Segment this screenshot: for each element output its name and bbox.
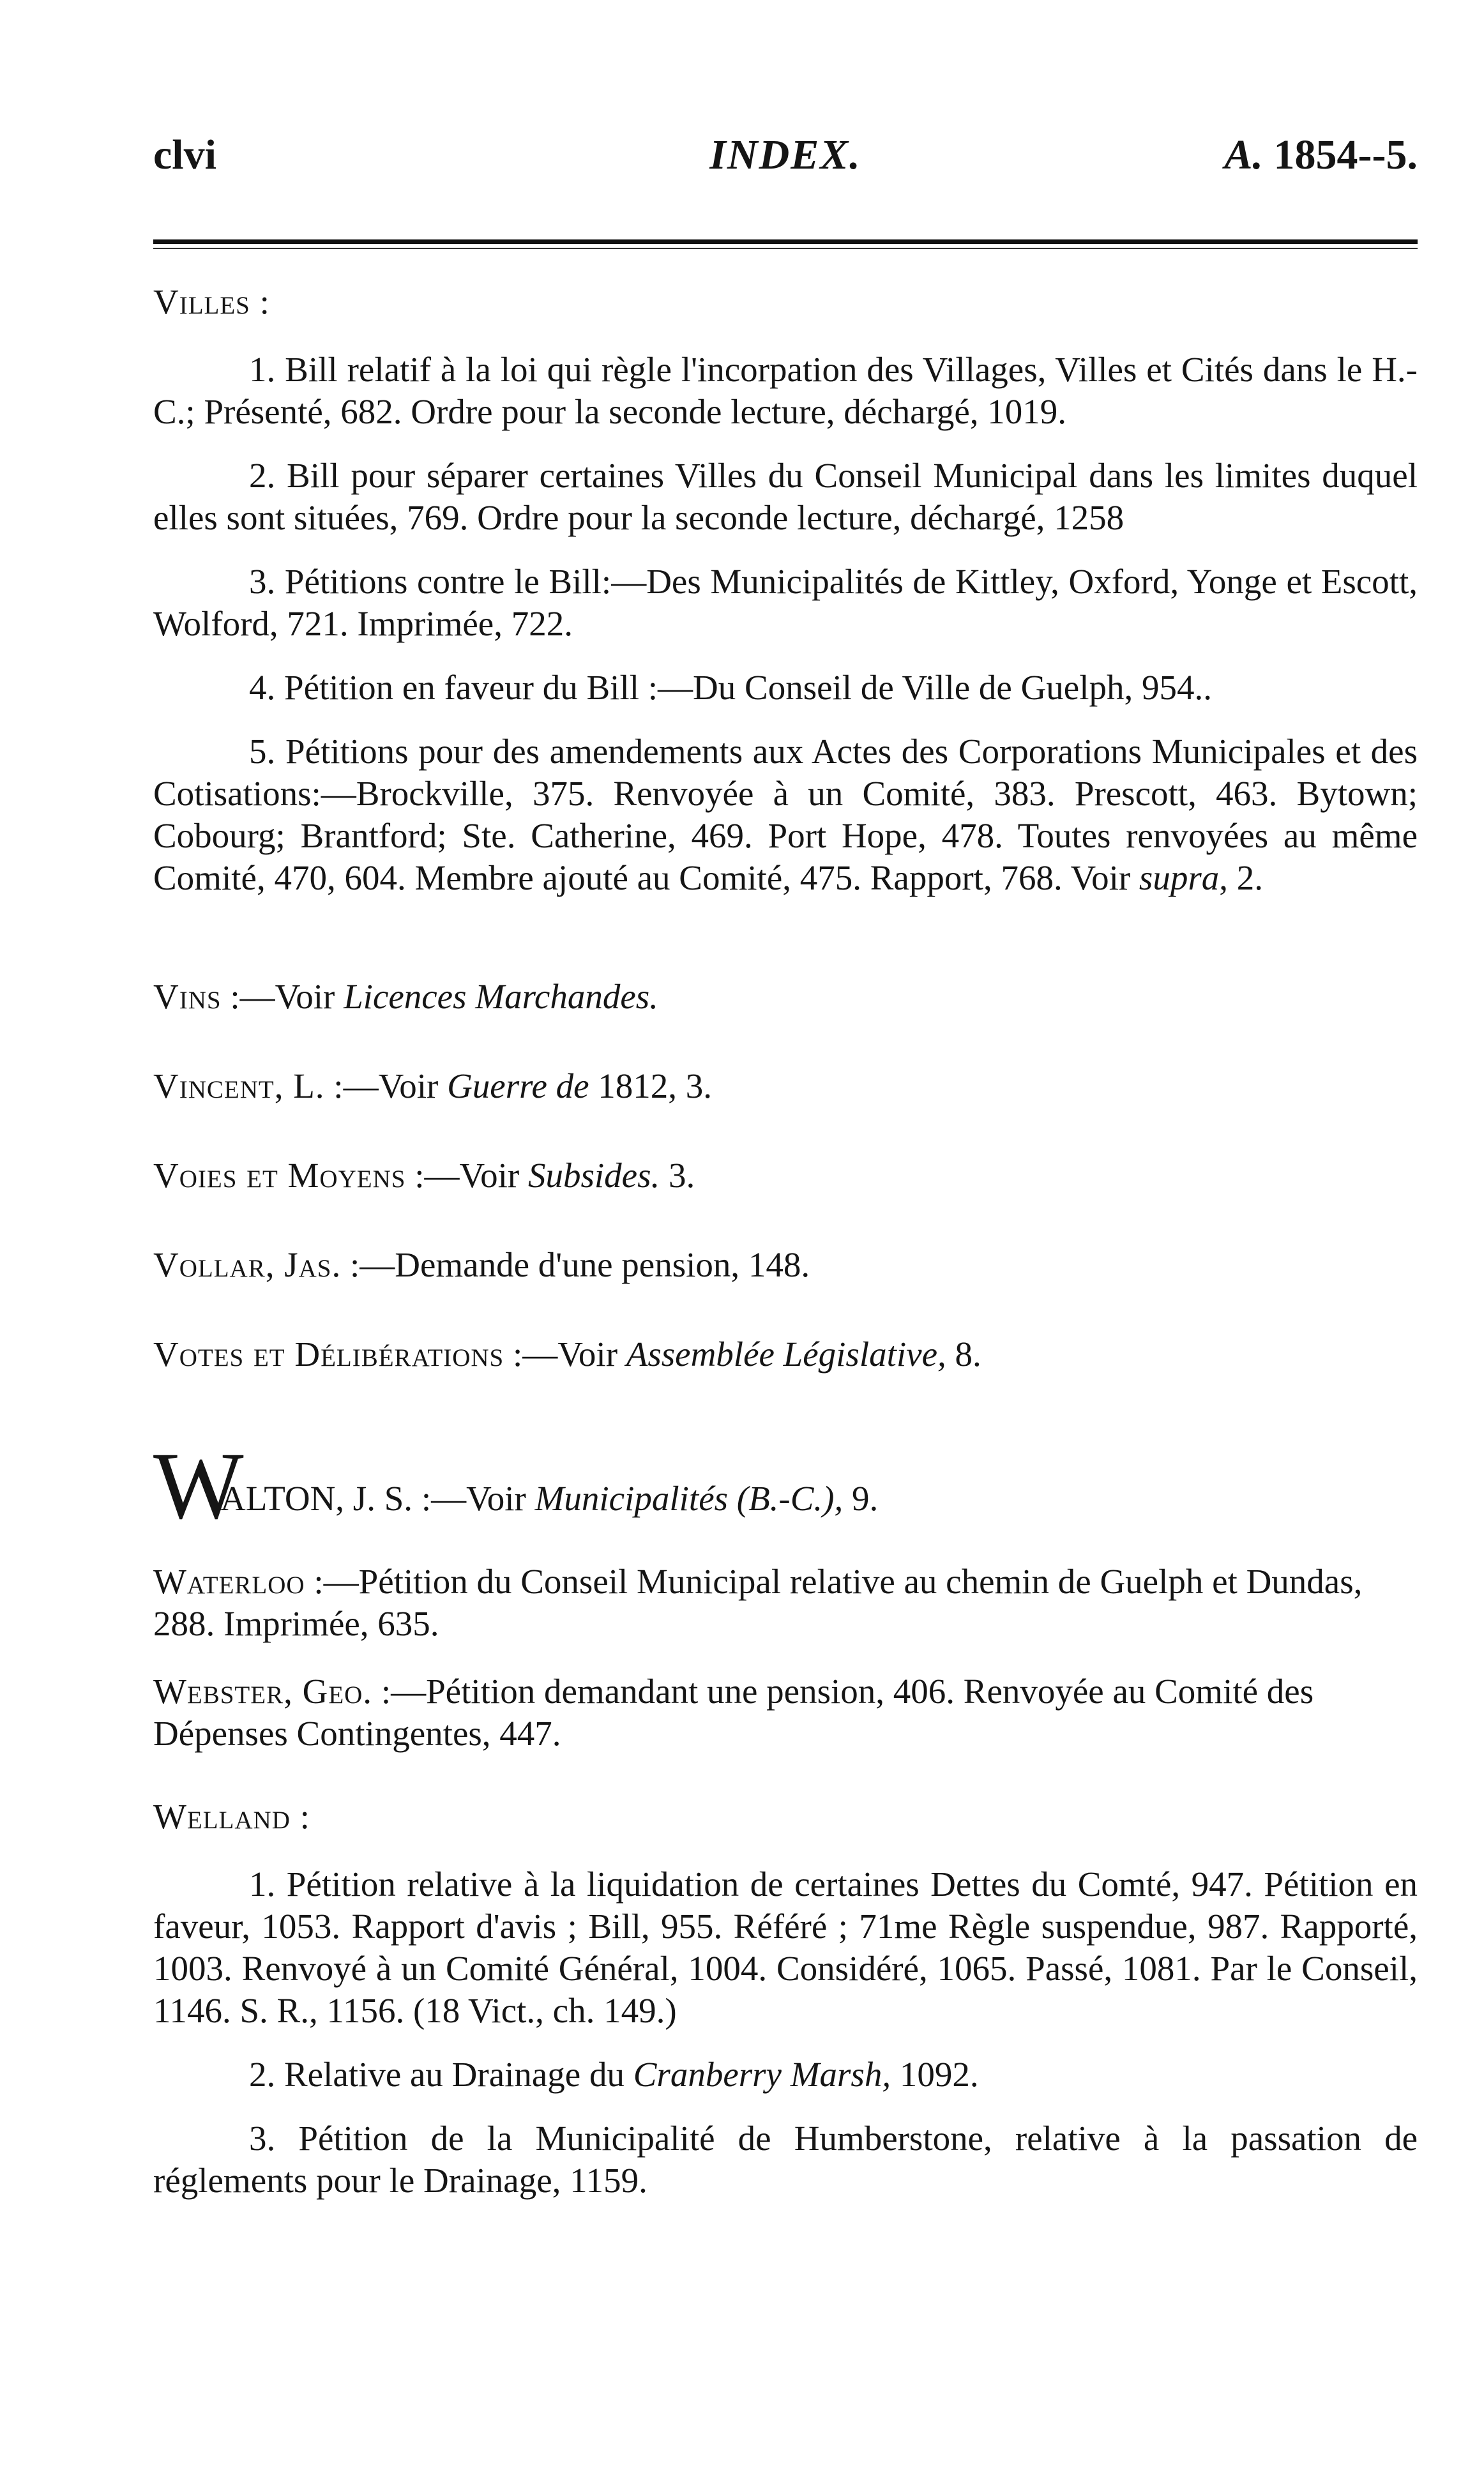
entry-text: :—Pétition du Conseil Municipal relative au chemin de Guelph et Dundas, 288. Imprimée, 635. xyxy=(153,1562,1363,1643)
entry-ref: Subsides. xyxy=(527,1156,660,1195)
index-content xyxy=(153,281,1418,2223)
page-title: INDEX. xyxy=(709,132,861,178)
villes-item-4: 4. Pétition en faveur du Bill :—Du Conseil de Ville de Guelph, 954.. xyxy=(249,668,1212,707)
entry-name: ALTON, J. S. xyxy=(220,1479,413,1518)
entry-walton xyxy=(153,1433,1418,1539)
villes-item-1: 1. Bill relatif à la loi qui règle l'incorpation des Villages, Villes et Cités dans le H.-C.; Présenté, 682. Ordre pour la seconde lecture, déchargé, 1019. xyxy=(153,350,1418,431)
entry-text: :—Voir xyxy=(324,1066,448,1105)
villes-item-2: 2. Bill pour séparer certaines Villes du Conseil Municipal dans les limites duquel elles sont situées, 769. Ordre pour la seconde lecture, déchargé, 1258 xyxy=(153,456,1418,537)
drop-cap: W xyxy=(153,1433,244,1539)
entry-vincent xyxy=(153,1065,1418,1107)
entry-name: Vincent, L. xyxy=(153,1066,325,1105)
entry-tail: 9. xyxy=(843,1479,879,1518)
page-header xyxy=(153,131,1418,188)
year-prefix: A. xyxy=(1224,132,1264,178)
entry-text: :—Voir xyxy=(405,1156,528,1195)
villes-item-5: 5. Pétitions pour des amendements aux Actes des Corporations Municipales et des Cotisations:—Brockville, 375. Renvoyée à un Comité, 383. Prescott, 463. Bytown; Cobourg; Brantford; Ste. Catherine, 469. Port Hope, 478. Toutes renvoyées au même Comité, 470, 604. Membre ajouté au Comité, 475. Rapport, 768. Voir supra, 2. xyxy=(153,732,1418,897)
header-rule xyxy=(153,239,1418,244)
entry-name: Webster, Geo. xyxy=(153,1672,373,1711)
entry-tail: 8. xyxy=(946,1335,981,1374)
entry-vins xyxy=(153,976,1418,1018)
entry-heading-villes: Villes : xyxy=(153,282,270,321)
entry-name: Vins xyxy=(153,977,222,1016)
entry-text: :—Voir xyxy=(413,1479,535,1518)
item-ref: Cranberry Marsh, xyxy=(633,2055,891,2094)
welland-item-2 xyxy=(153,2054,1418,2096)
entry-text: :—Pétition demandant une pension, 406. Renvoyée au Comité des Dépenses Contingentes, 447. xyxy=(153,1672,1314,1753)
entry-ref: Licences Marchandes. xyxy=(344,977,658,1016)
entry-name: Voies et Moyens xyxy=(153,1156,406,1195)
year: 1854--5. xyxy=(1273,132,1418,178)
welland-item-3: 3. Pétition de la Municipalité de Humberstone, relative à la passation de réglements pour le Drainage, 1159. xyxy=(153,2119,1418,2200)
welland-item-1: 1. Pétition relative à la liquidation de certaines Dettes du Comté, 947. Pétition en faveur, 1053. Rapport d'avis ; Bill, 955. Référé ; 71me Règle suspendue, 987. Rapporté, 1003. Renvoyé à un Comité Général, 1004. Considéré, 1065. Passé, 1081. Par le Conseil, 1146. S. R., 1156. (18 Vict., ch. 149.) xyxy=(153,1865,1418,2030)
entry-webster xyxy=(153,1670,1418,1755)
entry-text: :—Voir xyxy=(504,1335,626,1374)
entry-vollar xyxy=(153,1244,1418,1286)
entry-text: :—Demande d'une pension, 148. xyxy=(341,1245,810,1284)
page-number: clvi xyxy=(153,132,216,178)
entry-name: Votes et Délibérations xyxy=(153,1335,504,1374)
entry-name: Waterloo xyxy=(153,1562,305,1601)
entry-waterloo xyxy=(153,1561,1418,1645)
entry-voies-et-moyens xyxy=(153,1155,1418,1197)
entry-ref: Assemblée Législative, xyxy=(626,1335,946,1374)
item-tail: 1092. xyxy=(891,2055,979,2094)
entry-text: :—Voir xyxy=(221,977,344,1016)
entry-tail: 1812, 3. xyxy=(589,1066,713,1105)
entry-heading-welland: Welland : xyxy=(153,1797,310,1836)
entry-name: Vollar, Jas. xyxy=(153,1245,342,1284)
item-prefix: 2. Relative au Drainage du xyxy=(249,2055,633,2094)
header-rule-thin xyxy=(153,248,1418,249)
entry-tail: 3. xyxy=(660,1156,695,1195)
supra-ref: supra xyxy=(1139,858,1220,897)
session-year xyxy=(1225,131,1418,179)
villes-item-3: 3. Pétitions contre le Bill:—Des Municipalités de Kittley, Oxford, Yonge et Escott, Wolford, 721. Imprimée, 722. xyxy=(153,562,1418,643)
entry-ref: Guerre de xyxy=(447,1066,589,1105)
entry-ref: Municipalités (B.-C.), xyxy=(534,1479,844,1518)
entry-votes xyxy=(153,1333,1418,1375)
